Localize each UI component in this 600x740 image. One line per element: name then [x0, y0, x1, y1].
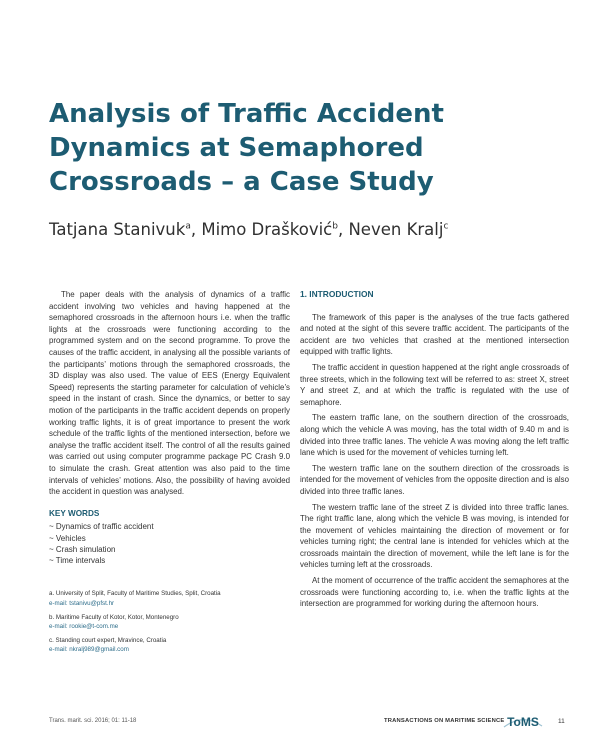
affiliations — [49, 589, 290, 654]
keyword: ~ Dynamics of traffic accident — [49, 521, 290, 532]
author-name: Tatjana Stanivuk — [49, 220, 186, 239]
author-name: Neven Kralj — [348, 220, 444, 239]
intro-paragraph: The eastern traffic lane, on the southern direction of the crossroads, along which the vehicle A was moving, has the total width of 9.40 m and is divided into three traffic lanes. The vehicle A was moving along the left traffic lane which is used for the movement of vehicles turning left. — [300, 413, 569, 458]
title-line: Crossroads – a Case Study — [49, 167, 434, 197]
affiliation-email[interactable]: e-mail: tstanivu@pfst.hr — [49, 599, 115, 607]
footer-journal-name: TRANSACTIONS ON MARITIME SCIENCE — [384, 718, 505, 724]
left-column — [49, 289, 290, 659]
section-heading: 1. INTRODUCTION — [300, 289, 374, 299]
author-affiliation-mark: c — [443, 221, 449, 232]
affiliation: b. Maritime Faculty of Kotor, Kotor, Montenegro — [49, 613, 179, 621]
paper-title — [49, 97, 569, 199]
right-column — [300, 289, 569, 614]
affiliation: a. University of Split, Faculty of Maritime Studies, Split, Croatia — [49, 590, 221, 598]
author-name: Mimo Drašković — [201, 220, 333, 239]
author-affiliation-mark: b — [332, 221, 338, 232]
intro-paragraph: At the moment of occurrence of the traffic accident the semaphores at the crossroads were functioning according to, i.e. when the traffic lights at the intersection are programmed for working during the afternoon hours. — [300, 576, 569, 609]
affiliation-email[interactable]: e-mail: nkralj989@gmail.com — [49, 645, 129, 653]
intro-paragraph: The western traffic lane of the street Z is divided into three traffic lanes. The right traffic lane, along which the vehicle B was moving, is intended for the movement of vehicles maintaining the direction of movement or for vehicles turning right; the central lane is intended for vehicles which at the crossroads maintain the direction of movement, while the left lane is for the vehicles turning left at the crossroads. — [300, 502, 569, 570]
title-line: Dynamics at Semaphored — [49, 133, 424, 163]
keywords-heading: KEY WORDS — [49, 508, 100, 518]
abstract: The paper deals with the analysis of dynamics of a traffic accident involving two vehicles and having happened at the semaphored crossroads in the afternoon hours i.e. when the traffic lights at the crossroads were functioning according to the programmed system and on the second programme. To prove the causes of the traffic accident, in analysing all the possible variants of the participants’ motions through the semaphored crossroads, the 3D display was also used. The value of EES (Energy Equivalent Speed) represents the starting parameter for calculation of vehicle’s speed in the instant of crash. Since the dynamics, or better to say motion of the participants in the traffic accident depends on properly working traffic lights, it is of great importance to present the work schedule of the traffic lights of the mentioned intersection, before we analyse the traffic accident itself. The control of all the results gained was carried out using computer programme package PC Crash 9.0 to simulate the crash. Great attention was also paid to the time intervals of vehicles’ motions. Also, the possibility of having avoided the accident in question was analysed. — [49, 290, 290, 497]
keywords-list — [49, 521, 290, 566]
logo-text: ToMS — [507, 715, 539, 729]
keyword: ~ Time intervals — [49, 555, 290, 566]
page-number: 11 — [558, 718, 565, 725]
affiliation: c. Standing court expert, Mravince, Croatia — [49, 636, 167, 644]
author-list — [49, 220, 448, 239]
keyword: ~ Vehicles — [49, 533, 290, 544]
author-affiliation-mark: a — [185, 221, 191, 232]
title-line: Analysis of Traffic Accident — [49, 99, 444, 129]
intro-paragraph: The traffic accident in question happened at the right angle crossroads of three streets, which in the following text will be referred to as: street X, street Y and street Z, and at which the traffic is regulated with the use of semaphore. — [300, 362, 569, 407]
affiliation-email[interactable]: e-mail: rookie@t-com.me — [49, 622, 119, 630]
keyword: ~ Crash simulation — [49, 544, 290, 555]
intro-paragraph: The western traffic lane on the southern direction of the crossroads is intended for the movement of vehicles from the opposite direction and is also divided into three traffic lanes. — [300, 463, 569, 496]
intro-paragraph: The framework of this paper is the analyses of the true facts gathered and noted at the sight of this severe traffic accident. The participants of the accident are two vehicles that crashed at the mentioned intersection equipped with traffic lights. — [300, 312, 569, 357]
author-separator: , — [190, 220, 202, 239]
author-separator: , — [337, 220, 349, 239]
journal-logo — [501, 711, 545, 731]
footer-citation: Trans. marit. sci. 2016; 01: 11-18 — [49, 718, 137, 724]
